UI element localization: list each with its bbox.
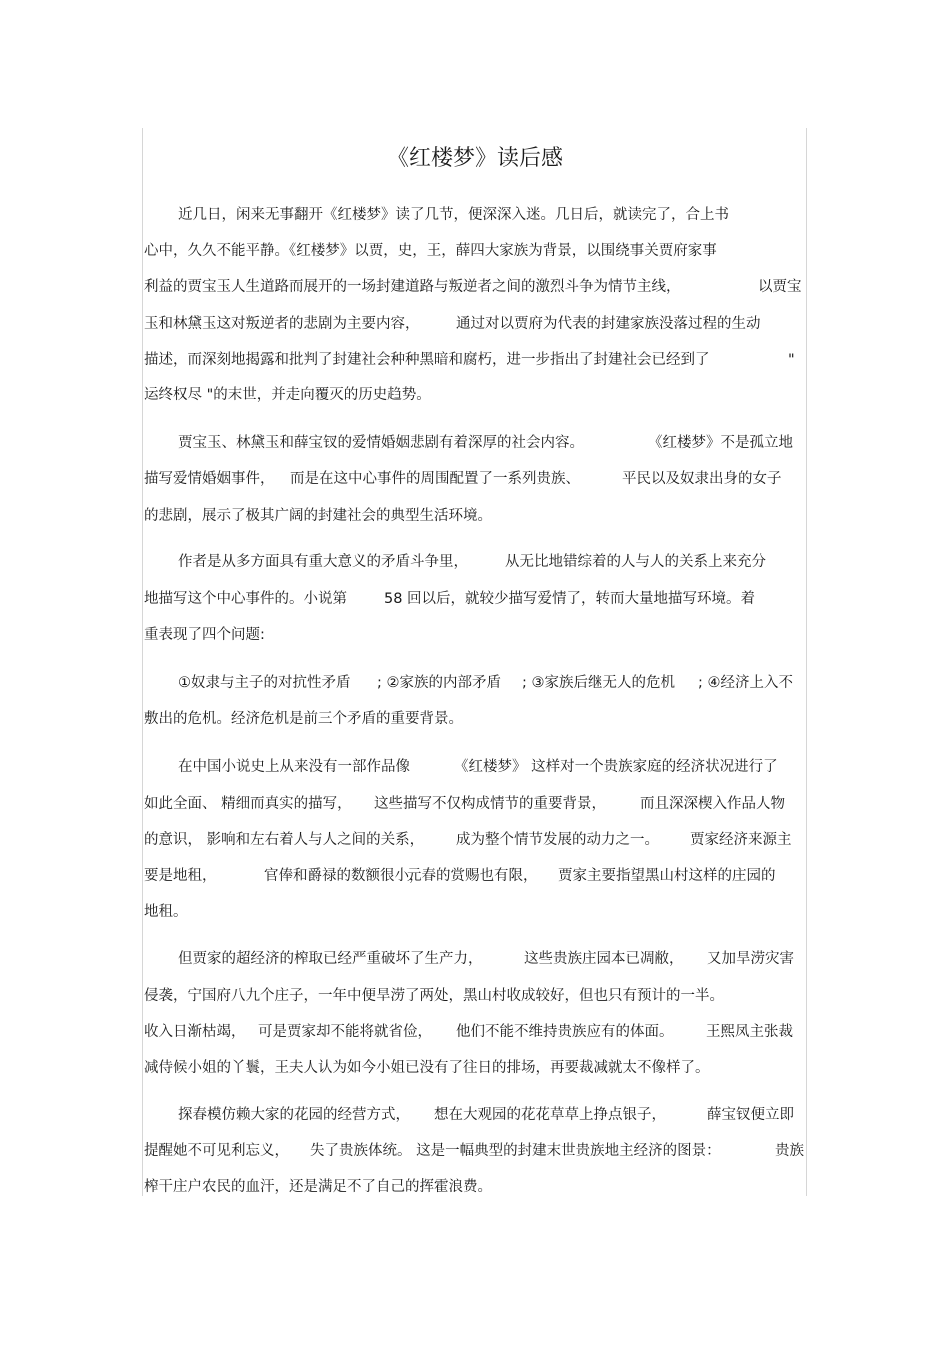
text-segment: 可是贾家却不能将就省俭， [258, 1024, 432, 1040]
text-segment: 探春模仿赖大家的花园的经营方式， [178, 1107, 410, 1123]
text-segment: 提醒她不可见利忘义， [144, 1143, 289, 1159]
text-segment: 58 回以后，就较少描写爱情了，转而大量地描写环境。着 [384, 591, 756, 607]
text-segment: 而是在这中心事件的周围配置了一系列贵族、 [290, 471, 580, 487]
text-segment: 的意识， 影响和左右着人与人之间的关系， [144, 832, 425, 848]
text-segment: 《红楼梦》 这样对一个贵族家庭的经济状况进行了 [454, 759, 778, 775]
text-segment: 这些贵族庄园本已凋敝， [524, 951, 684, 967]
text-segment: 的悲剧，展示了极其广阔的封建社会的典型生活环境。 [144, 508, 492, 524]
text-segment: 失了贵族体统。 这是一幅典型的封建末世贵族地主经济的图景： [310, 1143, 721, 1159]
text-segment: 成为整个情节发展的动力之一。 [456, 832, 659, 848]
text-segment: 元春的赏赐也有限， [407, 868, 538, 884]
text-segment: 平民以及奴隶出身的女子 [622, 471, 782, 487]
text-segment: 重表现了四个问题: [144, 627, 265, 643]
text-segment: 在中国小说史上从来没有一部作品像 [178, 759, 410, 775]
text-segment: 通过对以贾府为代表的封建家族没落过程的生动 [456, 316, 761, 332]
text-segment: 地描写这个中心事件的。小说第 [144, 591, 347, 607]
text-segment: 想在大观园的花花草草上挣点银子， [434, 1107, 666, 1123]
text-segment: 运终权尽 "的末世，并走向覆灭的历史趋势。 [144, 387, 431, 403]
text-segment: 贾家主要指望黑山村这样的庄园的 [558, 868, 776, 884]
text-segment: 如此全面、 精细而真实的描写， [144, 796, 352, 812]
text-segment: 贾宝玉、林黛玉和薛宝钗的爱情婚姻悲剧有着深厚的社会内容。 [178, 435, 584, 451]
text-segment: 又加旱涝灾害 [707, 951, 794, 967]
text-segment: 《红楼梦》不是孤立地 [648, 435, 793, 451]
text-segment: 收入日渐枯竭， [144, 1024, 246, 1040]
text-segment: 他们不能不维持贵族应有的体面。 [456, 1024, 674, 1040]
page-title: 《红楼梦》读后感 [386, 146, 563, 171]
text-segment: 官俸和爵禄的数额很小， [264, 868, 424, 884]
text-segment: 贵族 [775, 1143, 804, 1159]
right-margin-rule [806, 128, 807, 1196]
text-segment: 侵袭，宁国府八九个庄子，一年中便旱涝了两处，黑山村收成较好，但也只有预计的一半。 [144, 988, 724, 1004]
text-segment: 而且深深楔入作品人物 [640, 796, 785, 812]
left-margin-rule [142, 128, 143, 1196]
text-segment: ; ②家族的内部矛盾 [377, 675, 501, 691]
text-segment: 王熙凤主张裁 [706, 1024, 793, 1040]
text-segment: 作者是从多方面具有重大意义的矛盾斗争里， [178, 554, 468, 570]
text-segment: ; ④经济上入不 [698, 675, 793, 691]
text-segment: 玉和林黛玉这对叛逆者的悲剧为主要内容， [144, 316, 420, 332]
text-segment: 榨干庄户农民的血汗，还是满足不了自己的挥霍浪费。 [144, 1179, 492, 1195]
text-segment: 心中，久久不能平静。《红楼梦》以贾，史，王，薛四大家族为背景，以围绕事关贾府家事 [144, 243, 717, 259]
text-segment: 利益的贾宝玉人生道路而展开的一场封建道路与叛逆者之间的激烈斗争为情节主线， [144, 279, 681, 295]
text-segment: ①奴隶与主子的对抗性矛盾 [178, 675, 351, 691]
text-segment: 地租。 [144, 904, 188, 920]
text-segment: 减侍候小姐的丫鬟，王夫人认为如今小姐已没有了往日的排场，再要裁减就太不像样了。 [144, 1060, 710, 1076]
text-segment: 近几日，闲来无事翻开《红楼梦》读了几节，便深深入迷。几日后，就读完了，合上书 [178, 207, 729, 223]
text-segment: 以贾宝 [758, 279, 802, 295]
text-segment: " [788, 352, 795, 368]
text-segment: 薛宝钗便立即 [707, 1107, 794, 1123]
text-segment: 从无比地错综着的人与人的关系上来充分 [505, 554, 766, 570]
text-segment: 描写爱情婚姻事件， [144, 471, 275, 487]
text-segment: 贾家经济来源主 [690, 832, 792, 848]
text-segment: 描述，而深刻地揭露和批判了封建社会种种黑暗和腐朽，进一步指出了封建社会已经到了 [144, 352, 710, 368]
text-segment: 但贾家的超经济的榨取已经严重破坏了生产力， [178, 951, 483, 967]
text-segment: 敷出的危机。经济危机是前三个矛盾的重要背景。 [144, 711, 463, 727]
text-segment: 这些描写不仅构成情节的重要背景， [374, 796, 606, 812]
text-segment: 要是地租， [144, 868, 217, 884]
text-segment: ; ③家族后继无人的危机 [522, 675, 675, 691]
